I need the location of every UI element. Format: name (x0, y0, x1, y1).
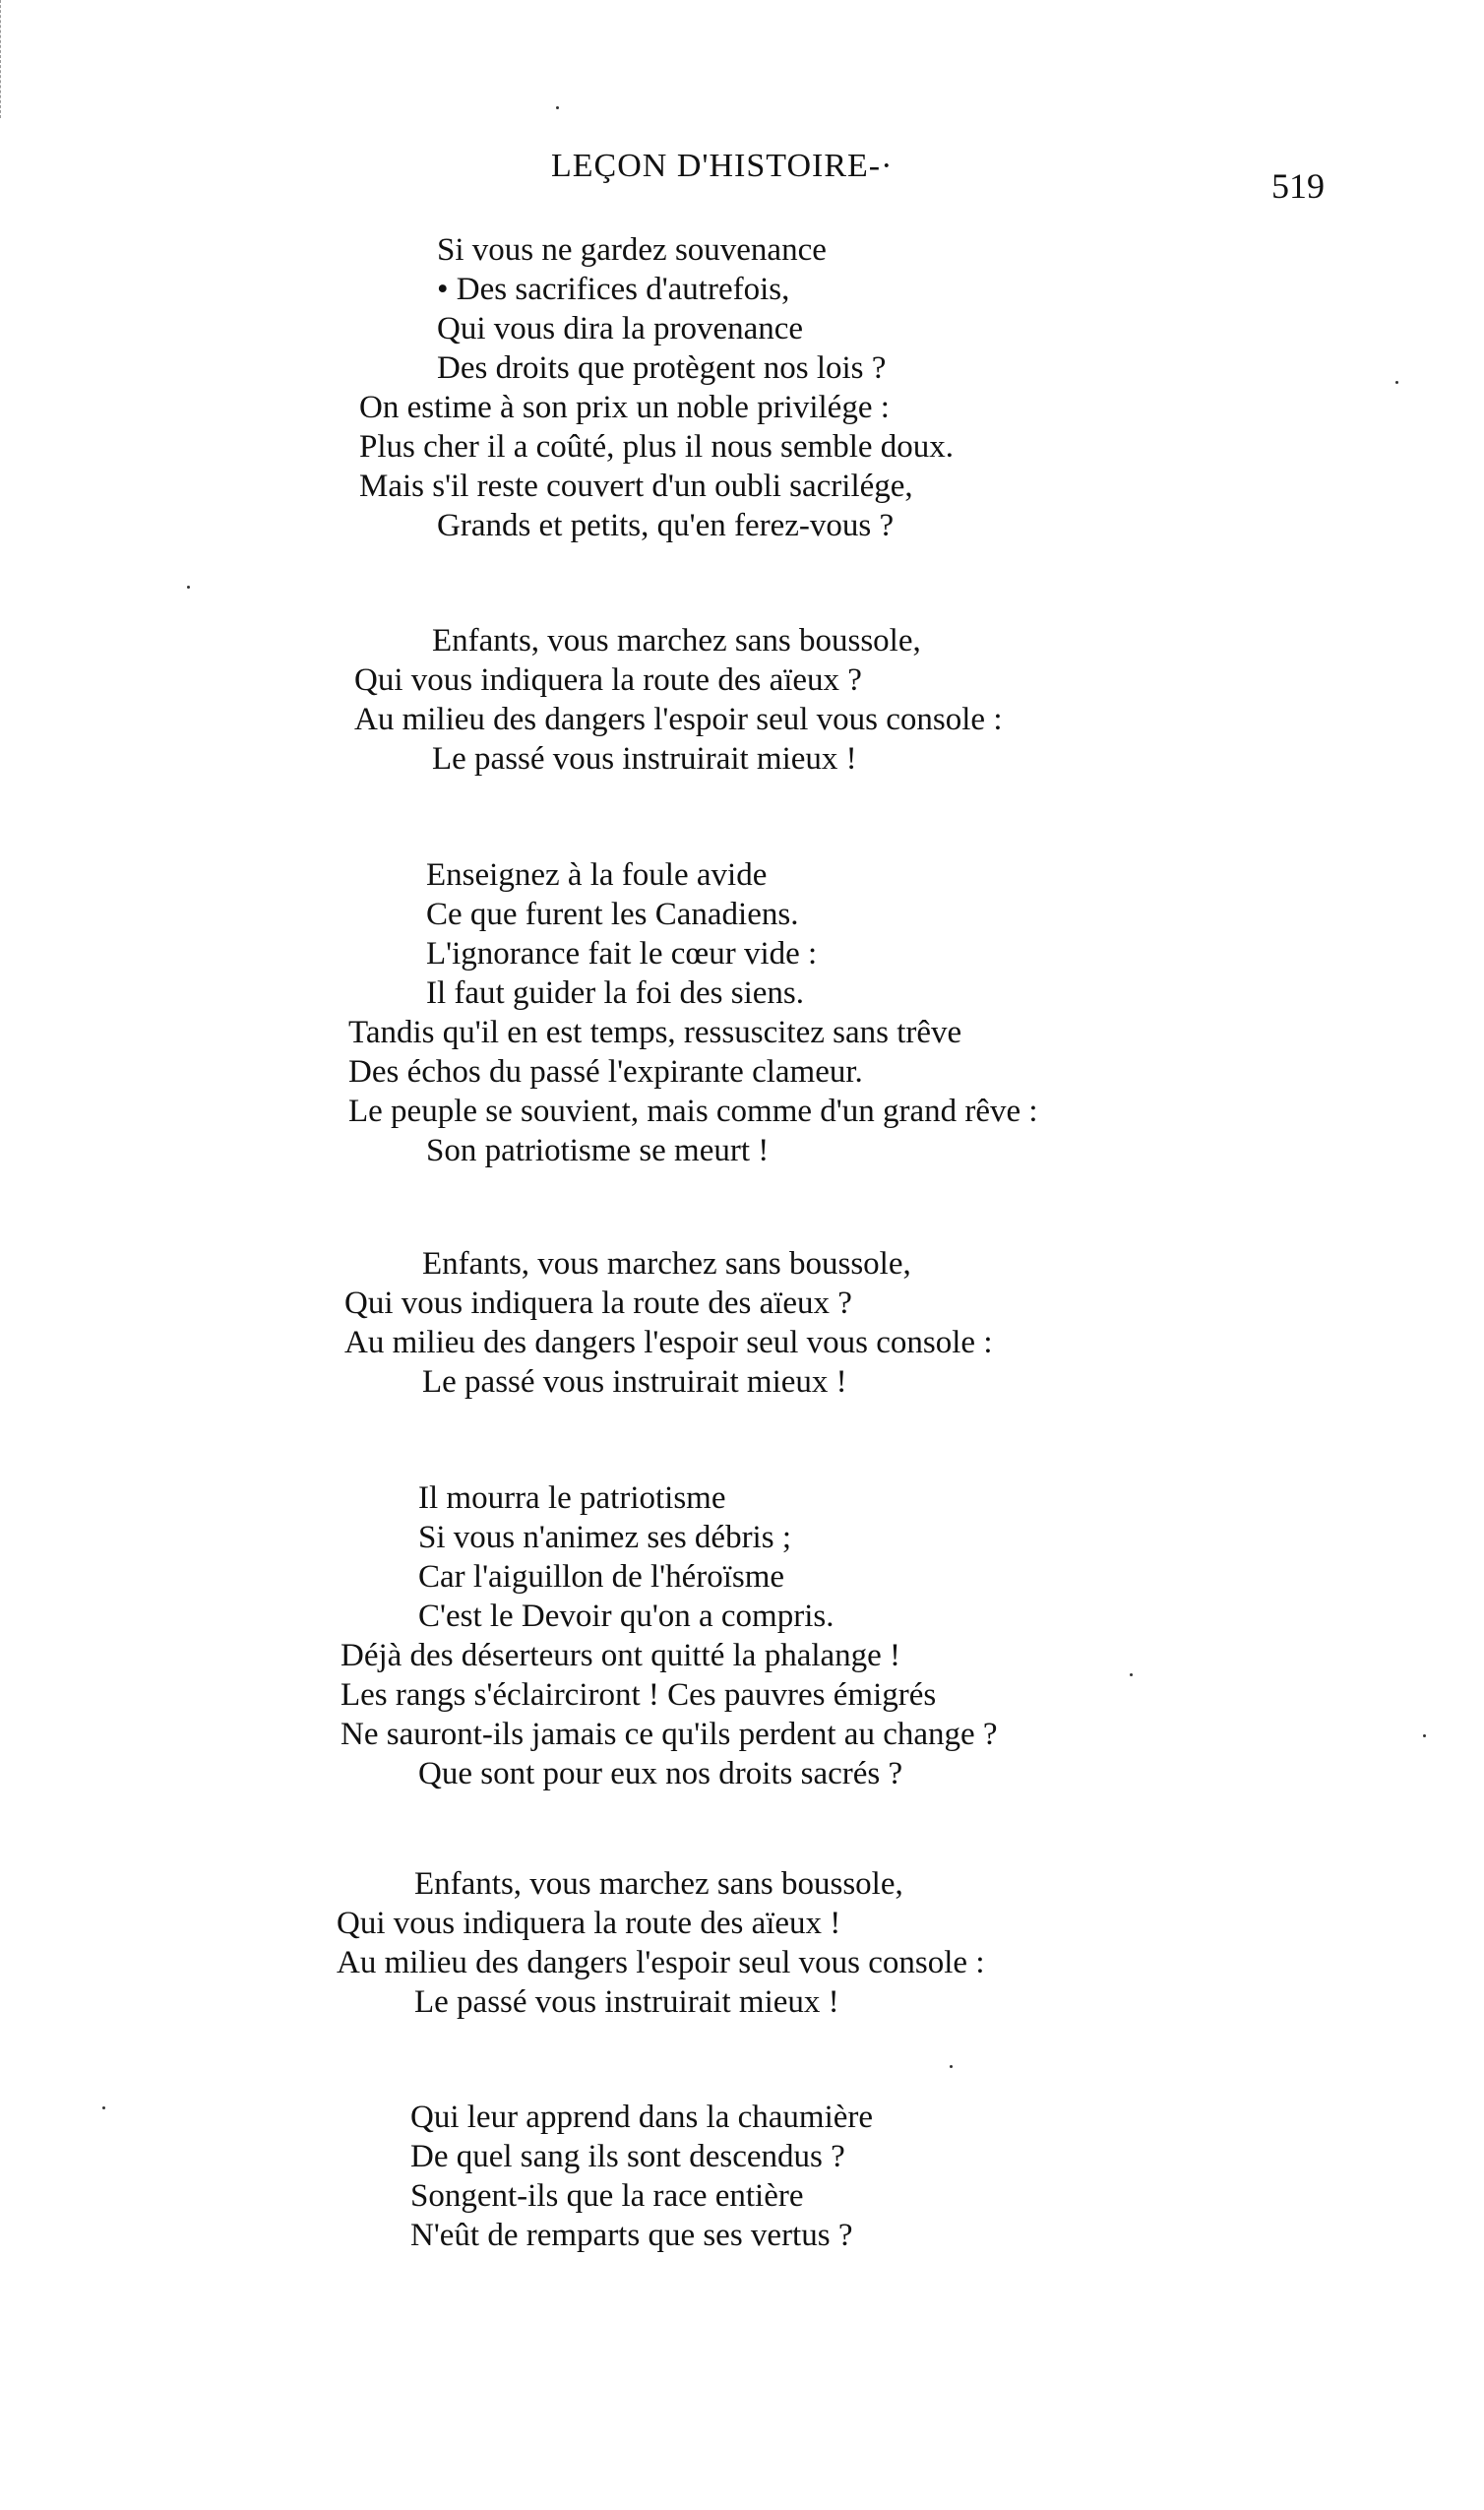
poem-line: Déjà des déserteurs ont quitté la phalange ! (340, 1638, 901, 1673)
poem-line: • Des sacrifices d'autrefois, (437, 272, 790, 307)
poem-line: Il mourra le patriotisme (418, 1480, 726, 1516)
poem-line: C'est le Devoir qu'on a compris. (418, 1599, 835, 1634)
poem-line: Qui vous indiquera la route des aïeux ! (337, 1906, 841, 1941)
poem-line: Qui vous dira la provenance (437, 311, 804, 346)
poem-line: Tandis qu'il en est temps, ressuscitez sans trêve (348, 1015, 962, 1050)
poem-line: Enfants, vous marchez sans boussole, (422, 1246, 911, 1282)
poem-line: Qui vous indiquera la route des aïeux ? (354, 662, 862, 698)
poem-line: Que sont pour eux nos droits sacrés ? (418, 1756, 903, 1791)
poem-line: Si vous n'animez ses débris ; (418, 1520, 791, 1555)
poem-line: Ce que furent les Canadiens. (426, 897, 799, 932)
poem-line: Enseignez à la foule avide (426, 857, 768, 893)
poem-line: Qui leur apprend dans la chaumière (410, 2100, 874, 2135)
page-edge-mark (0, 0, 3, 118)
poem-line: Enfants, vous marchez sans boussole, (432, 623, 921, 659)
poem-line: Car l'aiguillon de l'héroïsme (418, 1559, 785, 1595)
poem-line: Des droits que protègent nos lois ? (437, 350, 887, 386)
poem-line: De quel sang ils sont descendus ? (410, 2139, 845, 2174)
poem-line: Au milieu des dangers l'espoir seul vous console : (354, 702, 1003, 737)
poem-line: Au milieu des dangers l'espoir seul vous console : (337, 1945, 985, 1980)
poem-line: Ne sauront-ils jamais ce qu'ils perdent au change ? (340, 1717, 998, 1752)
poem-line: Le passé vous instruirait mieux ! (414, 1984, 839, 2020)
page-number: 519 (1271, 166, 1325, 206)
poem-line: Des échos du passé l'expirante clameur. (348, 1054, 863, 1090)
poem-line: L'ignorance fait le cœur vide : (426, 936, 818, 972)
poem-line: Si vous ne gardez souvenance (437, 232, 827, 268)
poem-line: N'eût de remparts que ses vertus ? (410, 2218, 853, 2253)
poem-line: Songent-ils que la race entière (410, 2178, 804, 2214)
poem-line: Les rangs s'éclairciront ! Ces pauvres émigrés (340, 1677, 937, 1713)
running-head: LEÇON D'HISTOIRE-· (551, 148, 894, 184)
poem-line: Qui vous indiquera la route des aïeux ? (344, 1286, 852, 1321)
poem-line: Au milieu des dangers l'espoir seul vous console : (344, 1325, 993, 1360)
poem-line: Le passé vous instruirait mieux ! (432, 741, 857, 777)
poem-line: Il faut guider la foi des siens. (426, 975, 804, 1011)
poem-line: Plus cher il a coûté, plus il nous semble doux. (359, 429, 955, 465)
poem-line: Le passé vous instruirait mieux ! (422, 1364, 847, 1400)
poem-line: Enfants, vous marchez sans boussole, (414, 1866, 903, 1902)
poem-line: Son patriotisme se meurt ! (426, 1133, 770, 1168)
poem-line: Mais s'il reste couvert d'un oubli sacrilége, (359, 469, 913, 504)
poem-line: Le peuple se souvient, mais comme d'un grand rêve : (348, 1094, 1038, 1129)
poem-line: On estime à son prix un noble privilége : (359, 390, 890, 425)
poem-line: Grands et petits, qu'en ferez-vous ? (437, 508, 895, 543)
